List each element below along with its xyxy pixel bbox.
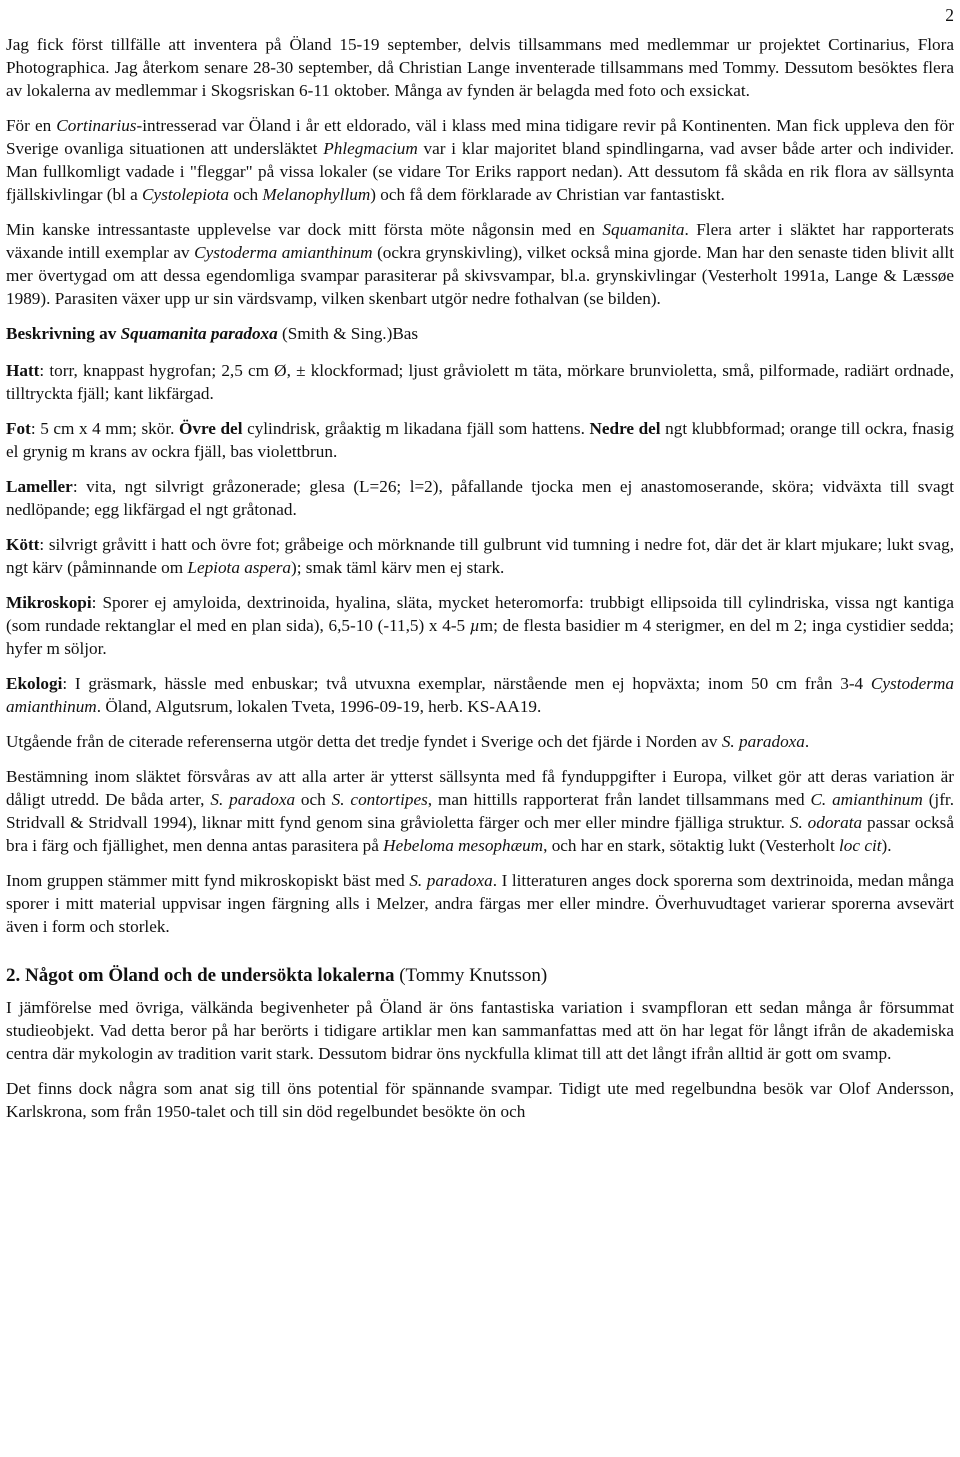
paragraph-ekologi [6,672,954,718]
italic-taxon: S. odorata [789,813,863,832]
bold-label: Fot [6,419,31,438]
paragraph-oland-intro [6,996,954,1065]
text-span: ). [881,836,892,855]
text-span: : 5 cm x 4 mm; skör. [30,419,179,438]
italic-text: loc cit [839,836,882,855]
text-span: : silvrigt gråvitt i hatt och övre fot; gråbeige och mörknande till gulbrunt vid tumning i nedre fot, där det är klart mjukare; lukt svag, ngt kärv (påminnande om [6,535,954,577]
italic-taxon: Hebeloma mesophæum [383,836,544,855]
text-span: . I litteraturen anges dock sporerna som dextrinoida, medan många sporer i mitt material uppvisar ingen färgning alls i Melzer, andra färgas mer eller mindre. Överhuvudtaget varierar sporerna avsevärt även i form och storlek. [6,871,954,936]
description-heading [6,322,954,345]
text-span: : torr, knappast hygrofan; 2,5 cm Ø, ± klockformad; ljust gråviolett m täta, mörkare brunvioletta, små, pilformade, radiärt ordnade, tilltryckta fjäll; kant likfärgad. [6,361,954,403]
text-span: -intresserad var Öland i år ett eldorado, väl i klass med mina tidigare revir på Kontinenten. Man fick uppleva den för Sverige ovanliga situationen att undersläktet [6,116,954,158]
text-span: För en [6,116,57,135]
italic-taxon: Squamanita [602,220,685,239]
bold-label: Kött [6,535,40,554]
text-span: Utgående från de citerade referenserna utgör detta det tredje fyndet i Sverige och det fjärde i Norden av [6,732,722,751]
text-span: Min kanske intressantaste upplevelse var dock mitt första möte någonsin med en [6,220,603,239]
text-span: Jag fick först tillfälle att inventera på Öland 15-19 september, delvis tillsammans med medlemmar ur projektet Cortinarius, Flora Photographica. Jag återkom senare 28-30 september, då Christian Lange inventerade tillsammans med Tommy. Dessutom besöktes flera av lokalerna av medlemmar i Skogsriskan 6-11 oktober. Många av fynden är belagda med foto och exsickat. [6,35,954,100]
italic-taxon: Phlegmacium [323,139,418,158]
italic-taxon: S. paradoxa [210,790,296,809]
italic-taxon: Cystoderma amianthinum [194,243,373,262]
text-span: (ockra grynskivling), vilket också mina gjorde. Man har den senaste tiden blivit allt mer övertygad om att dessa egendomliga svampar parasiterar på skivsvampar, bl.a. grynskivlingar (Vesterholt 1991a, Lange & Læssøe 1989). Parasiten växer upp ur sin värdsvamp, vilken skenbart utgör nedre fothalvan (se bilden). [6,243,954,308]
text-span: I jämförelse med övriga, välkända begivenheter på Öland är öns fantastiska variation i svampfloran ett sedan många år försummat studieobjekt. Vad detta beror på har berörts i tidigare artiklar men kan sammanfattas med att ön har legat för långt ifrån de akademiska centra där mykologin av tradition varit stark. Dessutom bidrar öns nyckfulla klimat till att det långt ifrån alltid är gott om svamp. [6,998,954,1063]
paragraph-determination [6,765,954,857]
italic-taxon: S. paradoxa [409,871,493,890]
section-heading [6,964,954,988]
paragraph-mikroskopi [6,591,954,660]
text-span: m; de flesta basidier m 4 sterigmer, en del m 2; inga cystidier sedda; hyfer m söljor. [6,616,954,658]
text-span: Bestämning inom släktet försvåras av att alla arter är ytterst sällsynta med få fynduppgifter i Europa, vilket gör att deras variation är dåligt utredd. De båda arter, [6,767,954,809]
text-span: ); smak täml kärv men ej stark. [291,558,505,577]
text-span: . Flera arter i släktet har rapporterats växande intill exemplar av [6,220,954,262]
text-span: (Smith & Sing.)Bas [277,324,419,343]
paragraph-microscopy-comparison [6,869,954,938]
bold-label: Övre del [179,419,243,438]
italic-taxon: C. amianthinum [810,790,923,809]
text-span: Det finns dock några som anat sig till öns potential för spännande svampar. Tidigt ute med regelbundna besök var Olof Andersson, Karlskrona, som från 1950-talet och till sin död regelbundet besökte ön och [6,1079,954,1121]
text-span: : Sporer ej amyloida, dextrinoida, hyalina, släta, mycket heteromorfa: trubbigt ellipsoida till cylindriska, vissa ngt kantiga (som rundade rektanglar el med en plan sida), 6,5-10 (-11,5) x 4-5 [6,593,954,635]
bold-text: Beskrivning av [6,324,121,343]
text-span: : vita, ngt silvrigt gråzonerade; glesa (L=26; l=2), påfallande tjocka men ej anastomoserande, sköra; vidväxta till svagt nedlöpande; egg likfärgad el ngt gråtonad. [6,477,954,519]
text-span: , man hittills rapporterat från landet tillsammans med [427,790,811,809]
italic-taxon: Melanophyllum [262,185,371,204]
text-span: var i klar majoritet bland spindlingarna, vad avser både arter och individer. Man fullkomligt vadade i "fleggar" på vissa lokaler (se vidare Tor Eriks rapport nedan). Att dessutom få skåda en rik flora av sällsynta fjällskivlingar (bl a [6,139,954,204]
italic-taxon: Lepiota aspera [187,558,291,577]
bold-label: Mikroskopi [6,593,92,612]
paragraph-third-find [6,730,954,753]
section-author: (Tommy Knutsson) [394,965,548,986]
text-span: ngt klubbformad; orange till ockra, fnasig el grynig m krans av ockra fjäll, bas violettbrun. [6,419,954,461]
text-span: . Öland, Algutsrum, lokalen Tveta, 1996-09-19, herb. KS-AA19. [96,697,542,716]
text-span: (jfr. Stridvall & Stridvall 1994), liknar mitt fynd genom sina gråvioletta färger och mer eller mindre fjälliga struktur. [6,790,954,832]
text-span: och [228,185,263,204]
paragraph-squamanita [6,218,954,310]
bold-label: Ekologi [6,674,63,693]
paragraph-fot [6,417,954,463]
text-span: ) och få dem förklarade av Christian var fantastiskt. [370,185,725,204]
paragraph-hatt [6,359,954,405]
bold-label: Hatt [6,361,40,380]
paragraph-oland-history [6,1077,954,1123]
paragraph-kott [6,533,954,579]
italic-taxon: Cystolepiota [142,185,229,204]
italic-taxon: Cystoderma amianthinum [6,674,954,716]
italic-taxon: S. contortipes [331,790,428,809]
text-span: . [804,732,810,751]
bold-label: Nedre del [589,419,661,438]
italic-taxon: S. paradoxa [721,732,805,751]
section-title: 2. Något om Öland och de undersökta lokalerna [6,965,395,986]
text-span: : I gräsmark, hässle med enbuskar; två utvuxna exemplar, närstående men ej hopväxta; inom 50 cm från 3-4 [62,674,871,693]
bold-italic-taxon: Squamanita paradoxa [120,324,278,343]
text-span: cylindrisk, gråaktig m likadana fjäll som hattens. [242,419,590,438]
bold-label: Lameller [6,477,73,496]
paragraph-inventory-intro [6,33,954,102]
text-span: passar också bra i färg och fjällighet, men denna antas parasitera på [6,813,954,855]
text-span: och [295,790,332,809]
italic-taxon: Cortinarius [56,116,137,135]
text-span: Inom gruppen stämmer mitt fynd mikroskopiskt bäst med [6,871,410,890]
text-span: , och har en stark, sötaktig lukt (Vesterholt [543,836,840,855]
paragraph-lameller [6,475,954,521]
italic-symbol: µ [469,616,480,635]
paragraph-cortinarius [6,114,954,206]
page-number: 2 [945,5,954,25]
